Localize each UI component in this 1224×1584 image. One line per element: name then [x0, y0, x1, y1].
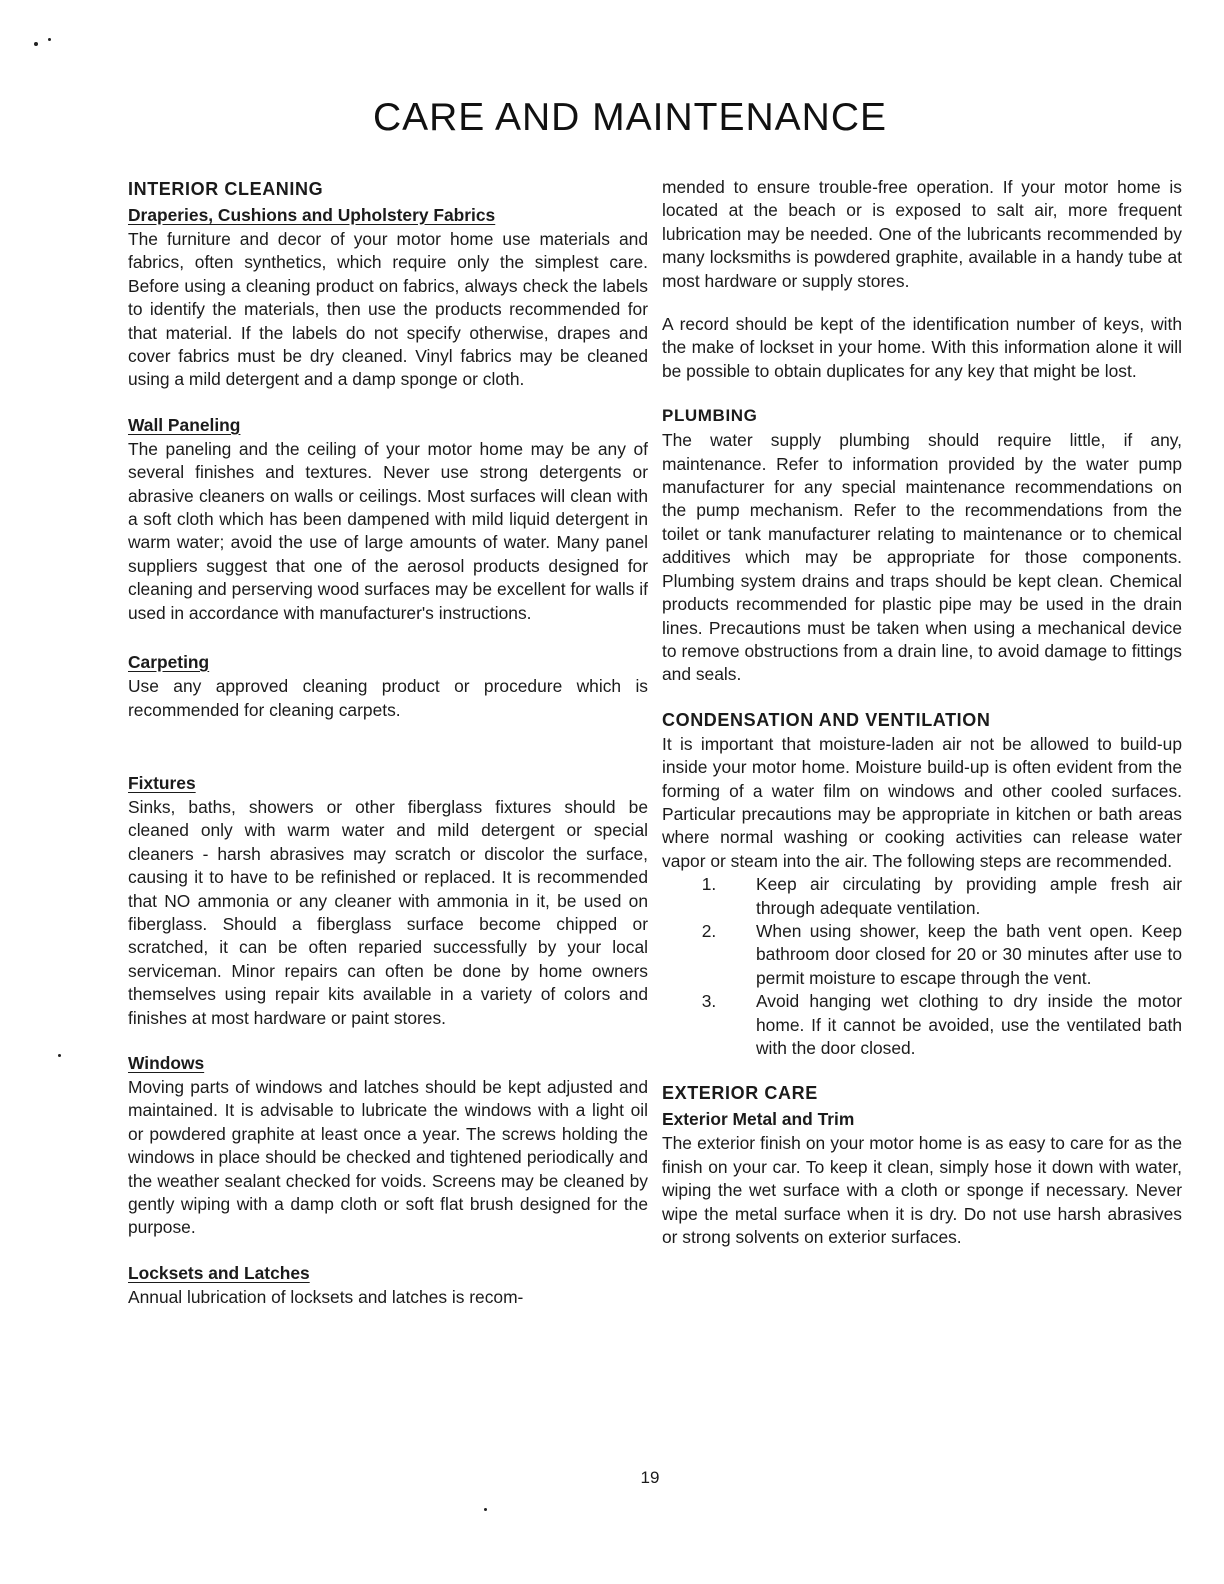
ventilation-steps-list — [662, 873, 1182, 1060]
scan-speck — [484, 1508, 487, 1511]
plumbing-text: The water supply plumbing should require little, if any, maintenance. Refer to information provided by the water pump manufacturer for any special maintenance recommendations on the pump mechanism. Refer to the recommendations from the toilet or tank manufacturer relating to maintenance or to chemical additives which may be appropriate for those components. Plumbing system drains and traps should be kept clean. Chemical products recommended for plastic pipe may be used in the drain lines. Precautions must be taken when using a mechanical device to remove obstructions from a drain line, to avoid damage to fittings and seals. — [662, 430, 1182, 685]
fixtures-heading: Fixtures — [128, 772, 196, 793]
keys-record-text: A record should be kept of the identification number of keys, with the make of lockset in your home. With this information alone it will be possible to obtain duplicates for any key that might be lost. — [662, 314, 1182, 381]
right-column — [662, 176, 1182, 1249]
page-title: CARE AND MAINTENANCE — [372, 96, 888, 140]
locksets-continued-text: mended to ensure trouble-free operation. If your motor home is located at the beach or is exposed to salt air, more frequent lubrication may be needed. One of the lubricants recommended by many locksmiths is powdered graphite, available in a handy tube at most hardware or supply stores. — [662, 177, 1182, 291]
list-item — [662, 873, 1182, 920]
condensation-text: It is important that moisture-laden air not be allowed to build-up inside your motor home. Moisture build-up is often evident from the forming of a water film on windows and other cooled surfaces. Particular precautions may be appropriate in kitchen or bath areas where normal washing or cooking activities can release water vapor or steam into the air. The following steps are recommended. — [662, 733, 1182, 871]
list-item — [662, 990, 1182, 1060]
scan-speck — [58, 1054, 61, 1057]
wall-paneling-heading: Wall Paneling — [128, 414, 241, 435]
list-item — [662, 920, 1182, 990]
scan-speck — [34, 42, 38, 46]
draperies-heading: Draperies, Cushions and Upholstery Fabrics — [128, 205, 496, 225]
locksets-heading: Locksets and Latches — [128, 1262, 310, 1283]
step-number: 3. — [701, 991, 717, 1012]
windows-text: Moving parts of windows and latches should be kept adjusted and maintained. It is advisable to lubricate the windows with a light oil or powdered graphite at least once a year. The screws holding the windows in place should be checked and tightened periodically and the weather sealant checked for voids. Screens may be cleaned by gently wiping with a damp cloth or soft flat brush designed for the purpose. — [128, 1076, 648, 1238]
plumbing-heading: PLUMBING — [662, 406, 758, 426]
scan-speck — [48, 38, 51, 41]
page-number: 19 — [640, 1468, 660, 1487]
carpeting-heading: Carpeting — [128, 652, 210, 673]
step-text: Avoid hanging wet clothing to dry inside the motor home. If it cannot be avoided, use the ventilated bath with the door closed. — [756, 991, 1182, 1058]
interior-cleaning-heading: INTERIOR CLEANING — [128, 179, 324, 199]
step-text: When using shower, keep the bath vent open. Keep bathroom door closed for 20 or 30 minutes after use to permit moisture to escape through the vent. — [756, 920, 1182, 988]
windows-heading: Windows — [128, 1052, 205, 1073]
fixtures-text: Sinks, baths, showers or other fiberglass fixtures should be cleaned only with warm water and mild detergent or special cleaners - harsh abrasives may scratch or discolor the surface, causing it to have to be refinished or replaced. It is recommended that NO ammonia or any cleaner with ammonia in it, be used on fiberglass. Should a fiberglass surface become chipped or scratched, it can be often reparied successfully by your local serviceman. Minor repairs can often be done by home owners themselves using repair kits available in a variety of colors and finishes at most hardware or paint stores. — [128, 796, 648, 1028]
carpeting-text: Use any approved cleaning product or procedure which is recommended for cleaning carpets. — [128, 676, 648, 720]
draperies-text: The furniture and decor of your motor home use materials and fabrics, often synthetics, which require only the simplest care. Before using a cleaning product on fabrics, always check the labels to identify the materials, then use the products recommended for that material. If the labels do not specify otherwise, drapes and cover fabrics must be dry cleaned. Vinyl fabrics may be cleaned using a mild detergent and a damp sponge or cloth. — [128, 229, 648, 390]
exterior-care-heading: EXTERIOR CARE — [662, 1083, 818, 1104]
step-number: 1. — [701, 874, 717, 895]
wall-paneling-text: The paneling and the ceiling of your motor home may be any of several finishes and textures. Never use strong detergents or abrasive cleaners on walls or ceilings. Most surfaces will clean with a soft cloth which has been dampened with mild liquid detergent in warm water; avoid the use of large amounts of water. Many panel suppliers suggest that one of the aerosol products designed for cleaning and perserving wood surfaces may be excellent for walls if used in accordance with manufacturer's instructions. — [128, 438, 648, 623]
locksets-text: Annual lubrication of locksets and latches is recom- — [128, 1286, 524, 1307]
exterior-metal-heading: Exterior Metal and Trim — [662, 1109, 855, 1130]
step-number: 2. — [701, 920, 717, 941]
step-text: Keep air circulating by providing ample fresh air through adequate ventilation. — [756, 874, 1182, 918]
left-column — [128, 176, 648, 1309]
exterior-care-text: The exterior finish on your motor home is as easy to care for as the finish on your car. To keep it clean, simply hose it down with water, wiping the wet surface with a cloth or sponge if necessary. Never wipe the metal surface when it is dry. Do not use harsh abrasives or strong solvents on exterior surfaces. — [662, 1133, 1182, 1248]
condensation-heading: CONDENSATION AND VENTILATION — [662, 709, 991, 730]
